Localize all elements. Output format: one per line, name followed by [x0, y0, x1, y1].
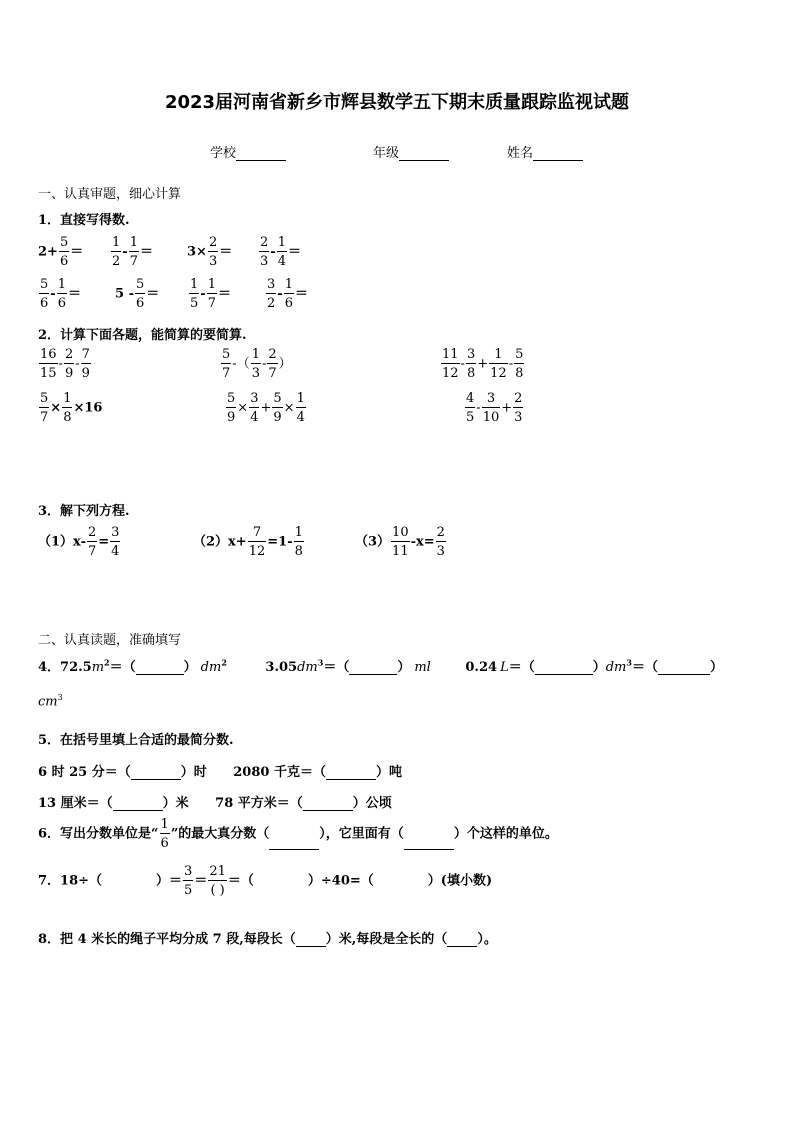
q5-line-2: 13 厘米＝（ ）米 78 平方米＝（ ）公顷	[38, 796, 392, 811]
q5-line-1: 6 时 25 分＝（ ）时 2080 千克＝（ ）吨	[38, 765, 402, 780]
q1-r1-a: 2+ $\frac{5}{6}$ ＝	[38, 235, 84, 269]
q4-blank-1[interactable]	[136, 674, 184, 675]
section-2-heading: 二、认真读题，准确填写	[38, 633, 182, 648]
q2-label: 2．计算下面各题，能简算的要简算.	[38, 328, 247, 343]
q1-r2-b: 5 - $\frac{5}{6}$ ＝	[115, 277, 160, 311]
q1-r2-a: $\frac{5}{6}$ - $\frac{1}{6}$ ＝	[40, 277, 81, 311]
q2-expr-3: $\frac{11}{12}$ - $\frac{3}{8}$ + $\frac{1}{12}$ - $\frac{5}{8}$	[442, 347, 524, 381]
q5-blank-2[interactable]	[326, 779, 376, 780]
q5-label: 5．在括号里填上合适的最简分数.	[38, 733, 234, 748]
q1-r1-b: $\frac{1}{2}$ - $\frac{1}{7}$ ＝	[112, 235, 153, 269]
q4-line: 4．$72.5m^2=$（ ） $dm^2$ $3.05dm^3=$（ ） ml 0.24 L＝（ ）$dm^3=$（ ）	[38, 657, 723, 675]
q5-blank-4[interactable]	[303, 810, 353, 811]
school-field[interactable]: 学校	[210, 142, 286, 161]
q5-blank-3[interactable]	[113, 810, 163, 811]
q2-expr-6: $\frac{4}{5}$ - $\frac{3}{10}$ + $\frac{2}{3}$	[466, 391, 523, 425]
q1-r2-c: $\frac{1}{5}$ - $\frac{1}{7}$ ＝	[190, 277, 231, 311]
q3-eq-1: （1）x- $\frac{2}{7}$ = $\frac{3}{4}$	[38, 525, 120, 559]
q6-blank-1[interactable]	[269, 849, 319, 850]
q7-line: 7．18÷（ ）＝ $\frac{3}{5}$ ＝ $\frac{21}{( )}$ ＝（ ）÷40=（ ）(填小数)	[38, 864, 493, 898]
page-title: 2023届河南省新乡市辉县数学五下期末质量跟踪监视试题	[164, 92, 630, 113]
section-1-heading: 一、认真审题，细心计算	[38, 187, 182, 202]
name-field[interactable]: 姓名	[507, 142, 583, 161]
q1-label: 1．直接写得数.	[38, 213, 130, 228]
q2-expr-2: $\frac{5}{7}$ -（ $\frac{1}{3}$ - $\frac{2}{7}$ ）	[222, 347, 292, 381]
q8-blank-1[interactable]	[296, 946, 326, 947]
q2-expr-4: $\frac{5}{7}$ × $\frac{1}{8}$ ×16	[40, 391, 103, 425]
q4-blank-3[interactable]	[535, 674, 593, 675]
q1-r1-c: 3× $\frac{2}{3}$ ＝	[187, 235, 233, 269]
q4-tail-unit: $cm^3$	[38, 693, 63, 710]
q8-blank-2[interactable]	[447, 946, 477, 947]
q4-blank-2[interactable]	[349, 674, 397, 675]
q3-label: 3．解下列方程.	[38, 504, 130, 519]
q2-expr-1: $\frac{16}{15}$ - $\frac{2}{9}$ - $\frac{7}{9}$	[40, 347, 90, 381]
q6-line: 6．写出分数单位是“ $\frac{1}{6}$ ”的最大真分数（ ），它里面有（ ）个这样的单位。	[38, 817, 558, 851]
q5-blank-1[interactable]	[131, 779, 181, 780]
q1-r2-d: $\frac{3}{2}$ - $\frac{1}{6}$ ＝	[267, 277, 308, 311]
q2-expr-5: $\frac{5}{9}$ × $\frac{3}{4}$ + $\frac{5}{9}$ × $\frac{1}{4}$	[227, 391, 305, 425]
q3-eq-2: （2）x+ $\frac{7}{12}$ =1- $\frac{1}{8}$	[193, 525, 303, 559]
grade-field[interactable]: 年级	[373, 142, 449, 161]
q3-eq-3: （3） $\frac{10}{11}$ -x= $\frac{2}{3}$	[355, 525, 445, 559]
q6-blank-2[interactable]	[404, 849, 454, 850]
q4-blank-4[interactable]	[658, 674, 710, 675]
q1-r1-d: $\frac{2}{3}$ - $\frac{1}{4}$ ＝	[260, 235, 301, 269]
q8-line: 8．把 4 米长的绳子平均分成 7 段,每段长（ ）米,每段是全长的（ ）。	[38, 932, 497, 947]
